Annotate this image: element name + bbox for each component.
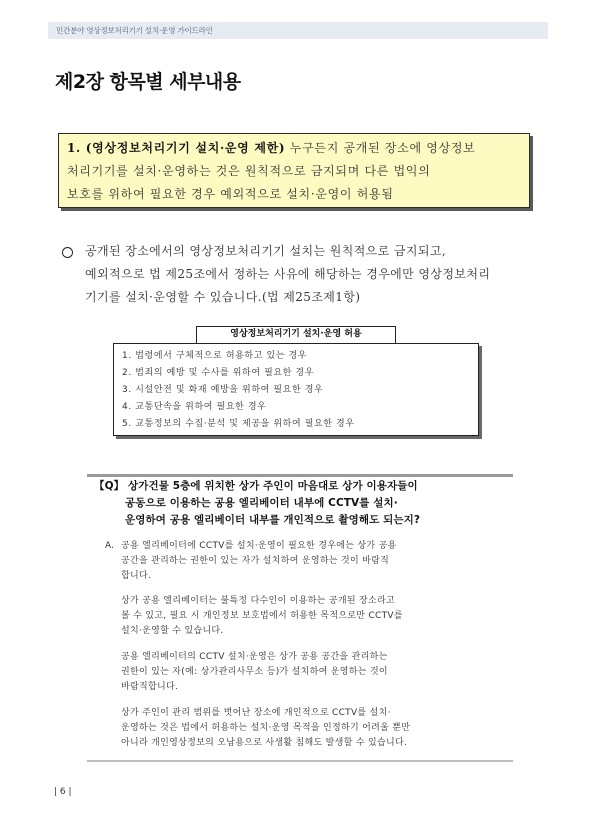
- question-line-3: 운영하여 공용 엘리베이터 내부를 개인적으로 촬영해도 되는지?: [125, 514, 421, 526]
- section-heading: 1. (영상정보처리기기 설치·운영 제한): [67, 141, 286, 155]
- answer-p1-line-2: 공간을 관리하는 권한이 있는 자가 설치하여 운영하는 것이 바람직: [121, 556, 390, 566]
- permitted-item-4: 4. 교통단속을 위하여 필요한 경우: [122, 402, 267, 412]
- answer-p4-line-1: 상가 주인이 관리 범위를 벗어난 장소에 개인적으로 CCTV를 설치·: [121, 708, 391, 718]
- answer-p1-line-1: 공용 엘리베이터에 CCTV를 설치·운영이 필요한 경우에는 상가 공용: [121, 541, 397, 551]
- summary-line-3: 보호를 위하여 필요한 경우 예외적으로 설치·운영이 허용됨: [67, 187, 394, 201]
- question-line-1: 【Q】 상가건물 5층에 위치한 상가 주인이 마음대로 상가 이용자들이: [94, 480, 418, 492]
- circle-bullet-icon: [62, 247, 73, 258]
- permitted-item-3: 3. 시설안전 및 화재 예방을 위하여 필요한 경우: [122, 385, 324, 395]
- permitted-item-2: 2. 범죄의 예방 및 수사를 위하여 필요한 경우: [122, 368, 315, 378]
- summary-line-1-text: 누구든지 공개된 장소에 영상정보: [285, 141, 476, 155]
- answer-p4-line-3: 아니라 개인영상정보의 오남용으로 사생활 침해도 발생할 수 있습니다.: [121, 738, 408, 748]
- qa-bottom-rule: [87, 760, 513, 762]
- section-summary-box: [58, 133, 530, 208]
- answer-p2-line-1: 상가 공용 엘리베이터는 불특정 다수인이 이용하는 공개된 장소라고: [121, 596, 395, 606]
- answer-p3-line-1: 공용 엘리베이터의 CCTV 설치·운영은 상가 공용 공간을 관리하는: [121, 652, 388, 662]
- answer-p2-line-2: 볼 수 있고, 필요 시 개인정보 보호법에서 허용한 목적으로만 CCTV를: [121, 611, 403, 621]
- answer-prefix: A.: [105, 541, 114, 551]
- chapter-title: 제2장 항목별 세부내용: [55, 71, 241, 93]
- permitted-item-5: 5. 교통정보의 수집·분석 및 제공을 위하여 필요한 경우: [122, 419, 355, 429]
- answer-p3-line-3: 바람직합니다.: [121, 682, 179, 692]
- summary-line-1: [67, 141, 475, 155]
- paragraph-line-2: 예외적으로 법 제25조에서 정하는 사유에 해당하는 경우에만 영상정보처리: [85, 267, 491, 281]
- answer-p4-line-2: 운영하는 것은 법에서 허용하는 설치·운영 목적을 인정하기 어려울 뿐만: [121, 723, 411, 733]
- running-header-title: 민간분야 영상정보처리기기 설치·운영 가이드라인: [56, 26, 213, 35]
- question-line-2: 공동으로 이용하는 공용 엘리베이터 내부에 CCTV를 설치·: [125, 497, 398, 509]
- answer-p1-line-3: 합니다.: [121, 571, 152, 581]
- permitted-item-1: 1. 법령에서 구체적으로 허용하고 있는 경우: [122, 351, 308, 361]
- answer-p2-line-3: 설치·운영할 수 있습니다.: [121, 626, 224, 636]
- page-number: | 6 |: [54, 787, 72, 797]
- paragraph-line-1: 공개된 장소에서의 영상정보처리기기 설치는 원칙적으로 금지되고,: [85, 244, 447, 258]
- permitted-cases-title: 영상정보처리기기 설치·운영 허용: [196, 326, 396, 343]
- answer-p3-line-2: 권한이 있는 자(예: 상가관리사무소 등)가 설치하여 운영하는 것이: [121, 667, 388, 677]
- summary-line-2: 처리기기를 설치·운영하는 것은 원칙적으로 금지되며 다른 법익의: [67, 164, 431, 178]
- paragraph-line-3: 기기를 설치·운영할 수 있습니다.(법 제25조제1항): [85, 290, 361, 304]
- qa-top-rule: [87, 474, 513, 477]
